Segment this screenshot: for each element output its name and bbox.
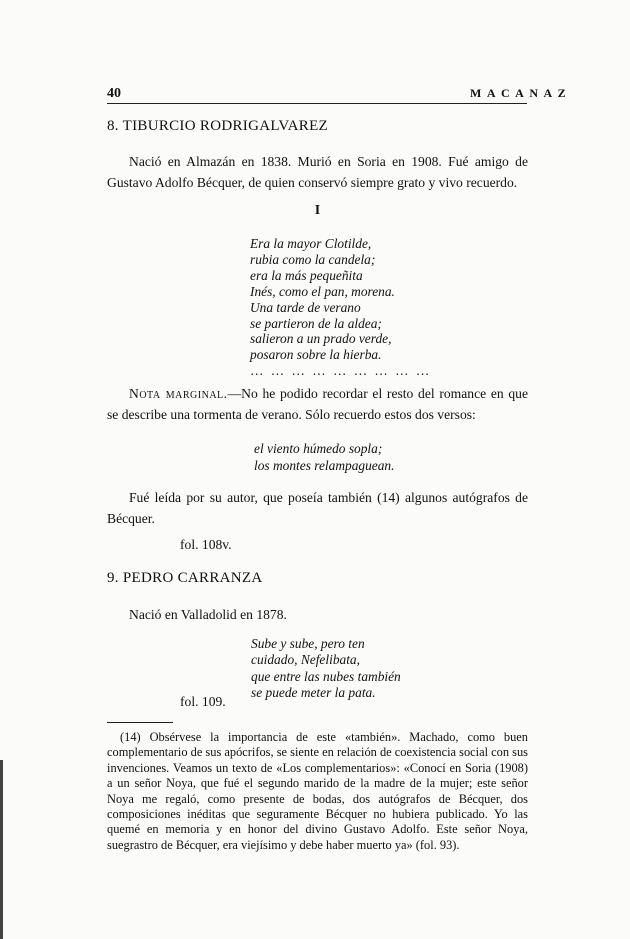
poem-stanza-3 xyxy=(251,636,401,701)
footnote-14 xyxy=(107,730,528,853)
footnote-text: (14) Obsérvese la importancia de este «también». Machado, como buen complementario de sus apócrifos, se siente en relación de coexistencia social con sus invenciones. Veamos un texto de «Los complementarios»: «Conocí en Soria (1908) a un señor Noya, que fué el segundo marido de la madre de la mujer; este señor Noya me regaló, como presente de bodas, dos autógrafos de Bécquer, dos composiciones inéditas que seguramente Bécquer no hubiera publicado. Yo las quemé en memoria y en honor del divino Gustavo Adolfo. Este señor Noya, suegrastro de Bécquer, era viejísimo y debe haber muerto ya» (fol. 93). xyxy=(107,730,528,852)
verse-line: salieron a un prado verde, xyxy=(250,331,392,347)
part-numeral: I xyxy=(314,203,321,218)
verse-line: era la más pequeñita xyxy=(250,267,363,283)
closing-paragraph: Fué leída por su autor, que poseía también (14) algunos autógrafos de Bécquer. xyxy=(107,490,528,526)
folio-reference: fol. 109. xyxy=(180,694,226,709)
verse-line: se puede meter la pata. xyxy=(251,684,376,700)
verse-line: Era la mayor Clotilde, xyxy=(250,236,372,251)
section-heading-9: 9. PEDRO CARRANZA xyxy=(107,570,263,586)
folio-reference: fol. 108v. xyxy=(180,537,232,552)
verse-line: Sube y sube, pero ten xyxy=(251,636,365,651)
verse-line: Inés, como el pan, morena. xyxy=(250,283,395,299)
verse-line: que entre las nubes también xyxy=(251,668,401,684)
verse-line: cuidado, Nefelibata, xyxy=(251,652,360,668)
verse-line: Una tarde de verano xyxy=(250,299,361,315)
intro-paragraph: Nació en Valladolid en 1878. xyxy=(129,607,287,622)
verse-line: se partieron de la aldea; xyxy=(250,315,382,331)
section-8-closing xyxy=(107,487,528,529)
section-heading-8: 8. TIBURCIO RODRIGALVAREZ xyxy=(107,118,328,134)
marginal-note xyxy=(107,383,528,425)
note-text: —No he podido recordar el resto del romance en que se describe una tormenta de verano. Sólo recuerdo estos dos versos: xyxy=(107,386,528,422)
intro-paragraph: Nació en Almazán en 1838. Murió en Soria en 1908. Fué amigo de Gustavo Adolfo Bécquer, de quien conservó siempre grato y vivo recuerdo. xyxy=(107,154,528,190)
scan-edge xyxy=(0,760,3,939)
footnote-rule xyxy=(107,722,173,723)
note-label: Nota marginal. xyxy=(129,386,228,401)
section-8-intro xyxy=(107,151,528,193)
header-rule xyxy=(107,103,527,104)
verse-ellipsis: … … … … … … … … … xyxy=(250,363,432,379)
verse-line: los montes relampaguean. xyxy=(254,458,395,473)
verse-line: posaron sobre la hierba. xyxy=(250,347,382,363)
section-9-intro xyxy=(107,604,528,625)
poem-stanza-2 xyxy=(254,440,394,474)
verse-line: el viento húmedo sopla; xyxy=(254,441,383,456)
poem-stanza-1 xyxy=(250,236,431,379)
running-title: MACANAZ xyxy=(470,86,572,100)
page-number: 40 xyxy=(107,86,121,101)
verse-line: rubia como la candela; xyxy=(250,251,376,267)
